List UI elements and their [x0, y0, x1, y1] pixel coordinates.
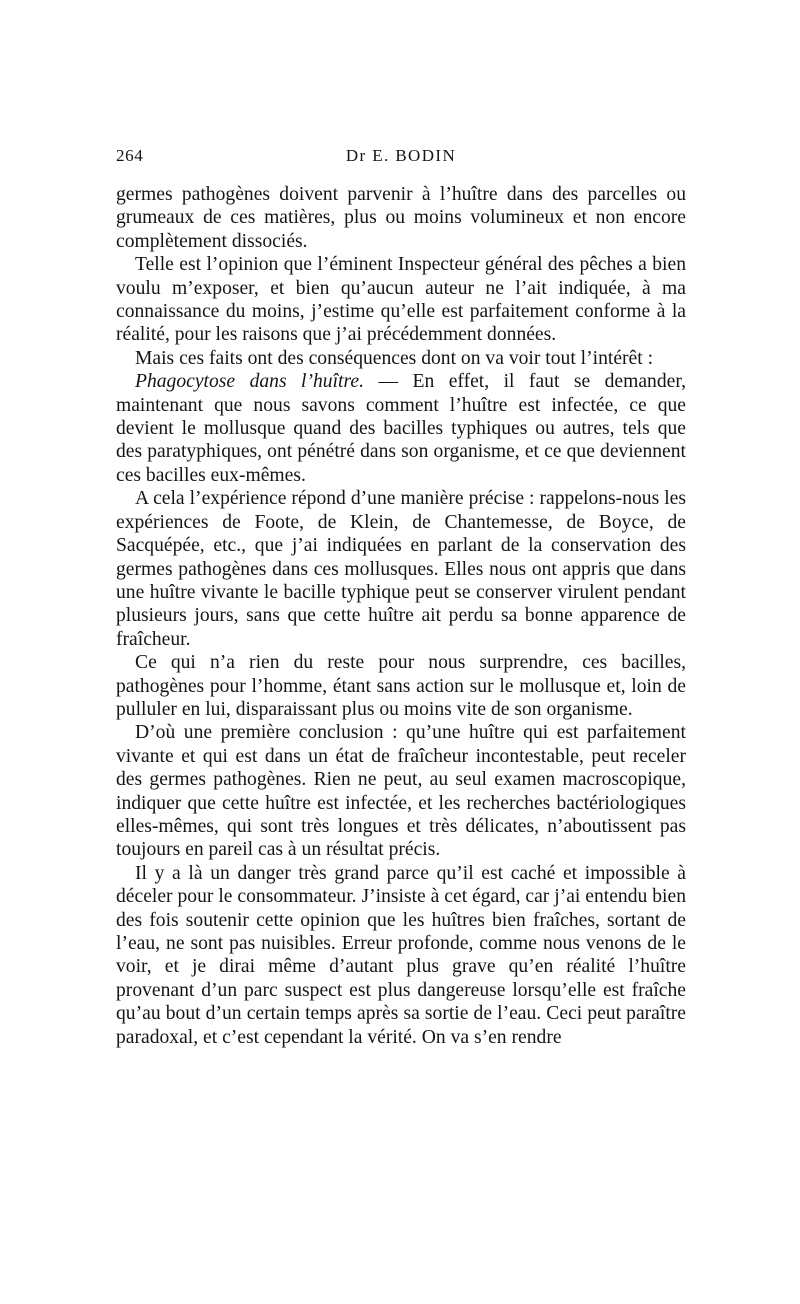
paragraph-4-text: — En effet, il faut se demander, maintenant que nous savons comment l’huître est infectée, ce que devient le mollusque quand des bacilles typhiques ou autres, tels que des paratyphiques, ont pénétré dans son organisme, et ce que deviennent ces bacilles eux-mêmes.	[116, 371, 686, 486]
paragraph-6: Ce qui n’a rien du reste pour nous surprendre, ces bacilles, pathogènes pour l’homme, étant sans action sur le mollusque et, loin de pulluler en lui, disparaissant plus ou moins vite de son organisme.	[116, 652, 686, 720]
book-page	[116, 146, 686, 1049]
page-header	[116, 146, 686, 170]
paragraph-5: A cela l’expérience répond d’une manière précise : rappelons-nous les expériences de Foote, de Klein, de Chantemesse, de Boyce, de Sacquépée, etc., que j’ai indiquées en parlant de la conservation des germes pathogènes dans ces mollusques. Elles nous ont appris que dans une huître vivante le bacille typhique peut se conserver virulent pendant plusieurs jours, sans que cette huître ait perdu sa bonne apparence de fraîcheur.	[116, 488, 686, 650]
body-text	[116, 183, 686, 1049]
section-heading-italic: Phagocytose dans l’huître.	[135, 371, 364, 393]
page-number: 264	[116, 146, 144, 165]
paragraph-1: germes pathogènes doivent parvenir à l’huître dans des parcelles ou grumeaux de ces matières, plus ou moins volumineux et non encore complètement dissociés.	[116, 184, 686, 252]
paragraph-7: D’où une première conclusion : qu’une huître qui est parfaitement vivante et qui est dans un état de fraîcheur incontestable, peut receler des germes pathogènes. Rien ne peut, au seul examen macroscopique, indiquer que cette huître est infectée, et les recherches bactériologiques elles-mêmes, qui sont très longues et très délicates, n’aboutissent pas toujours en pareil cas à un résultat précis.	[116, 722, 686, 861]
paragraph-3: Mais ces faits ont des conséquences dont on va voir tout l’intérêt :	[135, 347, 654, 369]
paragraph-4	[116, 370, 686, 487]
paragraph-2: Telle est l’opinion que l’éminent Inspecteur général des pêches a bien voulu m’exposer, et bien qu’aucun auteur ne l’ait indiquée, à ma connaissance du moins, j’estime qu’elle est parfaitement conforme à la réalité, pour les raisons que j’ai précédemment données.	[116, 254, 686, 346]
paragraph-8: Il y a là un danger très grand parce qu’il est caché et impossible à déceler pour le consommateur. J’insiste à cet égard, car j’ai entendu bien des fois soutenir cette opinion que les huîtres bien fraîches, sortant de l’eau, ne sont pas nuisibles. Erreur profonde, comme nous venons de le voir, et je dirai même d’autant plus grave qu’en réalité l’huître provenant d’un parc suspect est plus dangereuse lorsqu’elle est fraîche qu’au bout d’un certain temps après sa sortie de l’eau. Ceci peut paraître paradoxal, et c’est cependant la vérité. On va s’en rendre	[116, 862, 686, 1048]
running-head: Dr E. BODIN	[345, 146, 457, 165]
